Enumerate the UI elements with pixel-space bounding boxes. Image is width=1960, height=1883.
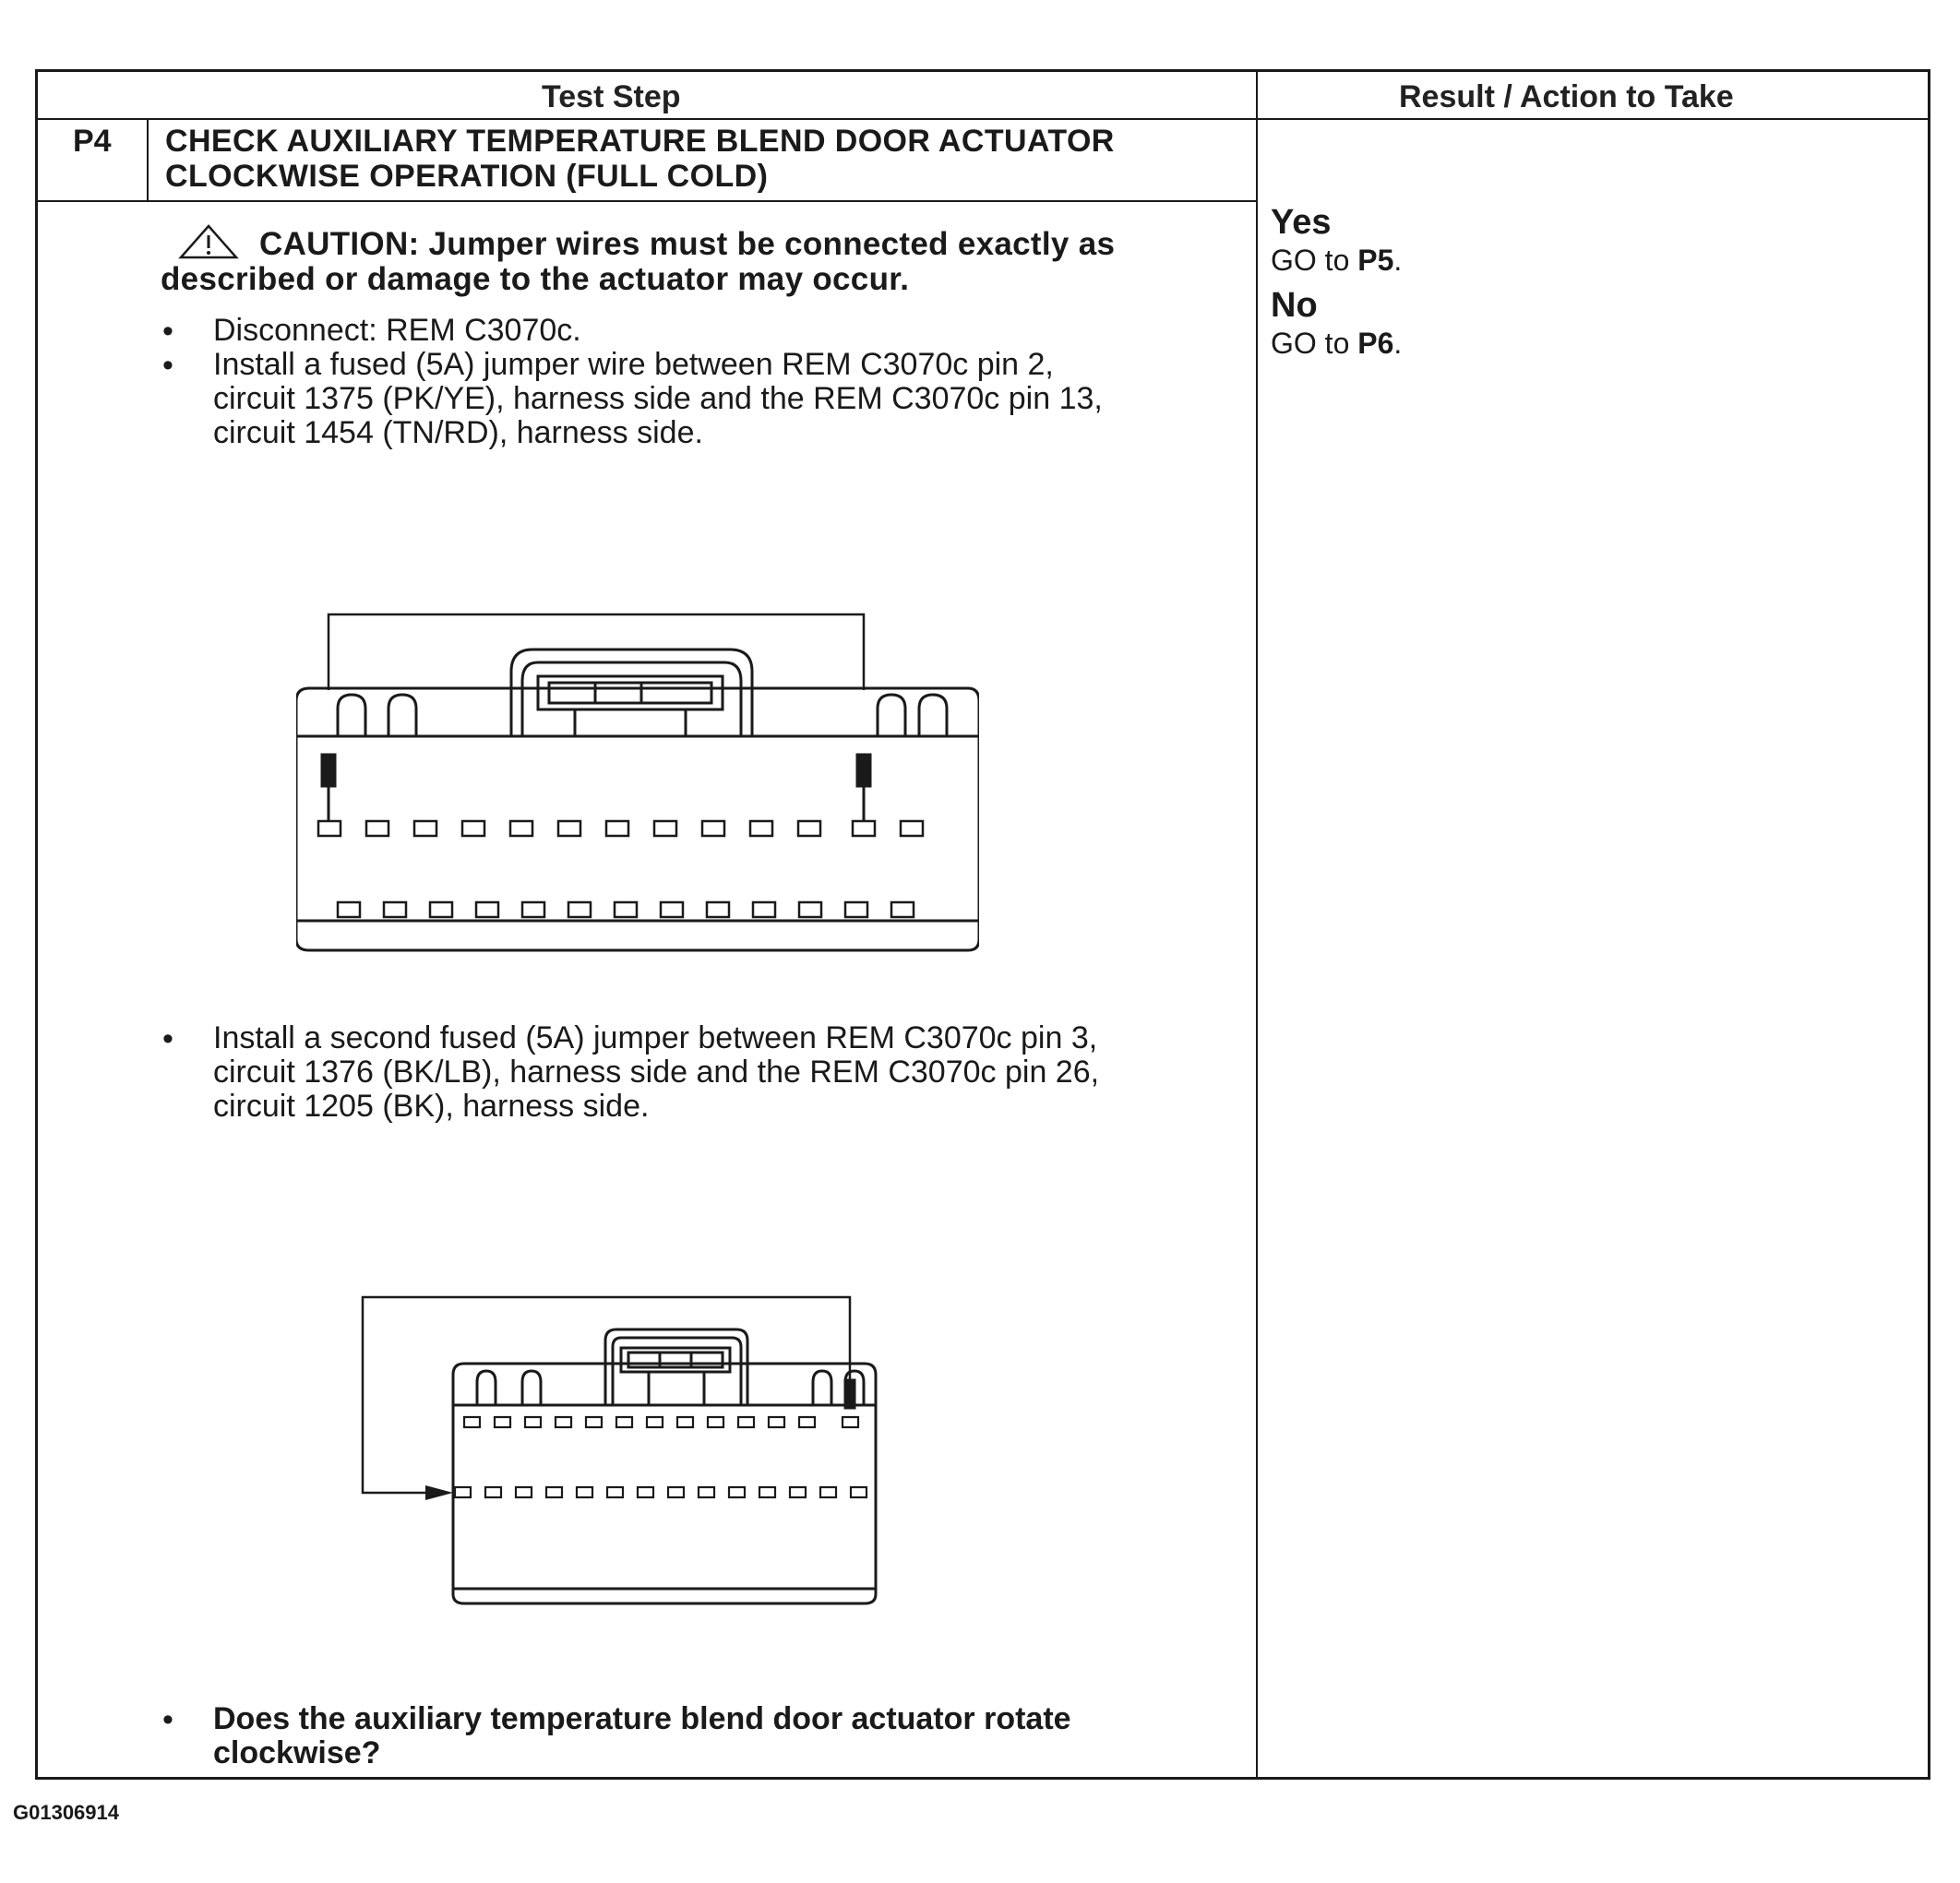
test-step-table (35, 69, 1930, 1780)
question-line: Does the auxiliary temperature blend door actuator rotate (213, 1701, 1071, 1736)
step-title-line: CLOCKWISE OPERATION (FULL COLD) (165, 159, 769, 194)
result-no-label: No (1271, 286, 1318, 325)
instruction-line: circuit 1375 (PK/YE), harness side and the REM C3070c pin 13, (213, 381, 1103, 416)
pin-row-top (464, 1417, 858, 1427)
result-yes-label: Yes (1271, 203, 1332, 242)
instruction-line: circuit 1205 (BK), harness side. (213, 1089, 650, 1124)
instruction-install-jumper-1 (213, 348, 1103, 450)
connector-diagram-2 (324, 1271, 914, 1622)
step-title-divider (38, 200, 1256, 202)
result-period: . (1393, 327, 1403, 360)
probe-pin-2 (322, 755, 335, 786)
question-line: clockwise? (213, 1735, 381, 1770)
instruction-line: Install a fused (5A) jumper wire between REM C3070c pin 2, (213, 347, 1054, 382)
question (213, 1702, 1071, 1770)
step-id: P4 (73, 124, 112, 159)
pin-row-bottom (455, 1487, 866, 1497)
bullet: • (162, 1702, 173, 1737)
pin-row-bottom (338, 902, 914, 917)
pin-row-top (318, 821, 923, 836)
result-no-action (1271, 327, 1402, 361)
step-title (165, 124, 1115, 194)
jumper-wire (329, 614, 864, 690)
column-divider (1256, 72, 1258, 1777)
step-title-line: CHECK AUXILIARY TEMPERATURE BLEND DOOR ACTUATOR (165, 124, 1115, 159)
step-id-divider (147, 118, 149, 200)
bullet: • (162, 314, 173, 349)
bullet: • (162, 1021, 173, 1056)
caution-line: CAUTION: Jumper wires must be connected exactly as (259, 226, 1116, 262)
header-divider (38, 118, 1928, 120)
instruction-install-jumper-2 (213, 1021, 1099, 1124)
caution-line: described or damage to the actuator may occur. (161, 261, 910, 297)
header-test-step: Test Step (542, 79, 681, 114)
connector-diagram-1 (296, 533, 979, 1013)
result-no-target: P6 (1357, 327, 1394, 360)
instruction-line: circuit 1454 (TN/RD), harness side. (213, 415, 703, 450)
figure-id: G01306914 (13, 1801, 119, 1824)
probe-pin-3 (845, 1380, 855, 1408)
probe-pin-13 (857, 755, 870, 786)
result-period: . (1393, 244, 1403, 277)
caution-text (161, 226, 1116, 297)
instruction-disconnect: Disconnect: REM C3070c. (213, 313, 581, 348)
header-result-action: Result / Action to Take (1399, 79, 1734, 114)
instruction-line: circuit 1376 (BK/LB), harness side and the REM C3070c pin 26, (213, 1055, 1100, 1090)
result-yes-target: P5 (1357, 244, 1394, 277)
bullet: • (162, 348, 173, 383)
result-no-prefix: GO to (1271, 327, 1358, 360)
jumper-arrow (425, 1485, 453, 1500)
instruction-line: Install a second fused (5A) jumper between REM C3070c pin 3, (213, 1020, 1098, 1055)
result-yes-prefix: GO to (1271, 244, 1358, 277)
result-yes-action (1271, 244, 1402, 278)
